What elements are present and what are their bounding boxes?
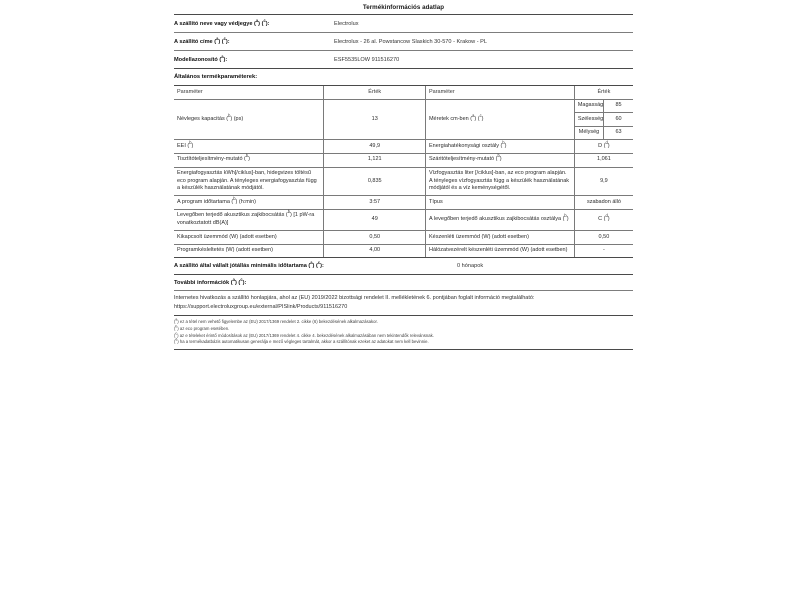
footnote-text-c: az e tételeket érintő módosítások az (EU) 2017/1369 rendelet 4. cikke 4. bekezdésének alkalmazásában nem tekintendők relevánsnak. xyxy=(179,332,434,338)
supplier-name-label xyxy=(174,17,334,28)
header-value-left: Érték xyxy=(324,86,425,99)
footnote-ref-b: b xyxy=(564,213,567,219)
table-row-off-standby xyxy=(174,231,633,245)
warranty-label xyxy=(174,260,457,270)
more-info-heading-post: ): xyxy=(242,280,247,287)
dimensions-label-post: ) xyxy=(481,115,484,122)
footnote-ref-c: c xyxy=(317,260,321,266)
footnote-d: ($^d$) ha a termékadatbázis automatikusan generálja e mező végleges tartalmát, akkor a szállítónak ezeket az adatokat nem kell bevinnie. xyxy=(174,337,429,345)
footnote-ref-c: c xyxy=(263,17,266,23)
water-consumption-value: 9,9 xyxy=(574,167,633,196)
footnote-marker-c: c xyxy=(175,331,178,336)
cleaning-index-label-pre: Tisztítóteljesítmény-mutató ( xyxy=(177,156,246,163)
noise-class-value xyxy=(574,209,633,230)
footnote-ref-d: d xyxy=(605,140,608,146)
eei-label xyxy=(174,140,324,154)
dimension-name-height: Magasság xyxy=(574,99,603,113)
footnote-ref-a: a xyxy=(216,35,219,41)
noise-class-value-pre: C ( xyxy=(598,216,606,223)
warranty-label-mid: ) ( xyxy=(312,263,318,270)
program-duration-label-pre: A program időtartama ( xyxy=(177,198,234,205)
standby-mode-label: Készenléti üzemmód (W) (adott esetben) xyxy=(425,231,574,245)
noise-class-label-post: ) xyxy=(566,216,569,223)
supplier-address-label-tail: ): xyxy=(225,38,230,45)
header-value-right: Érték xyxy=(574,86,633,99)
cleaning-index-value: 1,121 xyxy=(324,153,425,167)
table-row-performance-indices xyxy=(174,153,633,167)
footnote-ref-a: a xyxy=(221,53,224,59)
footnote-ref-a: a xyxy=(232,277,235,283)
warranty-row xyxy=(174,258,633,274)
footnote-ref-d: d xyxy=(605,213,608,219)
noise-emission-label-post: ) [1 pW-ra vonatkoztatott dB(A)] xyxy=(177,212,315,227)
footnote-ref-b: b xyxy=(245,153,249,159)
water-consumption-label: Vízfogyasztás liter [/ciklus]-ban, az eco program alapján. A tényleges vízfogyasztás függ a készülék használatának módjától és a víz keménységétől. xyxy=(425,167,574,196)
footnote-text-d: ha a termékadatbázis automatikusan generálja e mező végleges tartalmát, akkor a szállítónak ezeket az adatokat nem kell bevinnie. xyxy=(179,339,429,345)
program-duration-label xyxy=(174,196,324,210)
drying-index-label xyxy=(425,153,574,167)
dimension-value-width: 60 xyxy=(604,113,633,127)
noise-class-label-pre: A levegőben terjedő akusztikus zajkibocsátás osztálya ( xyxy=(428,216,565,223)
footnote-ref-a: a xyxy=(310,260,313,266)
eei-value: 49,9 xyxy=(324,140,425,154)
divider-footnotes xyxy=(174,349,633,350)
network-standby-label: Hálózatvezérelt készenléti üzemmód (W) (adott esetben) xyxy=(425,244,574,257)
capacity-value: 13 xyxy=(324,99,425,140)
product-parameters-table xyxy=(174,86,633,257)
supplier-address-row xyxy=(174,33,633,50)
cleaning-index-label xyxy=(174,153,324,167)
drying-index-label-post: ) xyxy=(499,156,502,163)
warranty-value: 0 hónapok xyxy=(457,263,484,270)
product-information-sheet xyxy=(174,4,633,350)
general-parameters-heading: Általános termékparaméterek: xyxy=(174,74,258,80)
supplier-name-row xyxy=(174,15,633,32)
energy-consumption-label: Energiafogyasztás kWh[/ciklus]-ban, hidegvizes töltésű eco program alapján. A tényleges energiafogyasztás függ a készülék használatának módjától. xyxy=(174,167,324,196)
network-standby-value: - xyxy=(574,244,633,257)
standby-mode-value: 0,50 xyxy=(574,231,633,245)
warranty-label-post: ): xyxy=(320,263,324,270)
supplier-address-label-text: A szállító címe ( xyxy=(174,38,217,45)
cleaning-index-label-post: ) xyxy=(248,156,250,163)
program-duration-label-post: ) (h:min) xyxy=(235,198,257,205)
supplier-name-label-text: A szállító neve vagy védjegye ( xyxy=(174,20,256,27)
footnote-marker-d: d xyxy=(175,337,178,342)
off-mode-label: Kikapcsolt üzemmód (W) (adott esetben) xyxy=(174,231,324,245)
footnote-ref-b: b xyxy=(287,209,290,215)
more-info-body: Internetes hivatkozás a szállító honlapjára, ahol az (EU) 2019/2022 bizottsági rendelet II. mellékletének 6. pontjában foglalt információ megtalálható: https://support.electroluxgroup.eu/external/PISlink/Products/911516270 xyxy=(174,295,535,310)
footnote-text-a: ez a tétel nem vehető figyelembe az (EU) 2017/1369 rendelet 2. cikke (6) bekezdésének alkalmazásakor. xyxy=(179,319,378,325)
noise-emission-label xyxy=(174,209,324,230)
table-row-eei xyxy=(174,140,633,154)
energy-class-value xyxy=(574,140,633,154)
more-info-heading-mid: ) ( xyxy=(234,280,241,287)
off-mode-value: 0,50 xyxy=(324,231,425,245)
more-info-heading xyxy=(174,275,633,290)
footnote-ref-b: b xyxy=(233,196,236,202)
footnote-ref-a: a xyxy=(255,17,259,23)
supplier-name-value: Electrolux xyxy=(334,20,359,27)
noise-emission-value: 49 xyxy=(324,209,425,230)
dimension-name-depth: Mélység xyxy=(574,126,603,140)
drying-index-label-pre: Száritóteljesítmény-mutató ( xyxy=(428,156,498,163)
footnote-c: ($^c$) az e tételeket érintő módosítások az (EU) 2017/1369 rendelet 4. cikke 4. bekezdésének alkalmazásában nem tekintendők relevánsnak. xyxy=(174,331,434,338)
energy-consumption-value: 0,835 xyxy=(324,167,425,196)
footnote-ref-b: b xyxy=(497,153,500,159)
footnote-a: ($^a$) ez a tétel nem vehető figyelembe az (EU) 2017/1369 rendelet 2. cikke (6) bekezdésének alkalmazásakor. xyxy=(174,317,378,325)
footnotes-block xyxy=(174,316,633,348)
model-identifier-label-text: Modellazonosító ( xyxy=(174,56,222,63)
dimensions-label-mid: ) ( xyxy=(474,115,480,122)
energy-class-label-post: ) xyxy=(504,142,507,149)
header-parameter-right: Paraméter xyxy=(425,86,574,99)
footnote-ref-c: c xyxy=(223,35,226,41)
supplier-name-label-mid: ) ( xyxy=(258,20,264,27)
capacity-label xyxy=(174,99,324,140)
noise-class-label xyxy=(425,209,574,230)
footnote-b: ($^b$) az eco program esetében. xyxy=(174,324,230,331)
table-row-capacity-height xyxy=(174,99,633,113)
dimensions-label-pre: Méretek cm-ben ( xyxy=(428,115,473,122)
table-row-delay-network xyxy=(174,244,633,257)
dimension-value-depth: 63 xyxy=(604,126,633,140)
model-identifier-row xyxy=(174,51,633,68)
type-label: Típus xyxy=(425,196,574,210)
energy-class-value-post: ) xyxy=(607,142,610,149)
supplier-address-label-mid: ) ( xyxy=(218,38,224,45)
table-header-row xyxy=(174,86,633,99)
dimensions-label xyxy=(425,99,574,140)
model-identifier-value: ESF5535LOW 911516270 xyxy=(334,56,400,63)
dimension-value-height: 85 xyxy=(604,99,633,113)
footnote-marker-b: b xyxy=(175,324,178,329)
table-row-duration-type xyxy=(174,196,633,210)
capacity-label-pre: Névleges kapacitás ( xyxy=(177,115,229,122)
supplier-address-value: Electrolux - 26 al. Powstancow Slaskich 30-570 - Krakow - PL xyxy=(334,38,487,45)
model-identifier-label-tail: ): xyxy=(223,56,228,63)
footnote-ref-c: c xyxy=(479,112,482,118)
dimension-name-width: Szélesség xyxy=(574,113,603,127)
footnote-marker-a: a xyxy=(175,317,178,322)
energy-class-label xyxy=(425,140,574,154)
energy-class-label-pre: Energiahatékonysági osztály ( xyxy=(428,142,503,149)
eei-label-post: ) xyxy=(191,142,194,149)
noise-emission-label-pre: Levegőben terjedő akusztikus zajkibocsátás ( xyxy=(177,212,288,219)
table-row-consumption xyxy=(174,167,633,196)
footnote-text-b: az eco program esetében. xyxy=(179,325,230,331)
eei-label-pre: EEI ( xyxy=(177,142,190,149)
supplier-name-label-tail: ): xyxy=(265,20,270,27)
warranty-label-pre: A szállító által vállalt jótállás minimális időtartama ( xyxy=(174,263,311,270)
drying-index-value: 1,061 xyxy=(574,153,633,167)
energy-class-value-pre: D ( xyxy=(598,142,606,149)
table-row-noise xyxy=(174,209,633,230)
noise-class-value-post: ) xyxy=(607,216,610,223)
delay-start-value: 4,00 xyxy=(324,244,425,257)
footnote-ref-b: b xyxy=(189,140,192,146)
page-title: Termékinformációs adatlap xyxy=(362,4,445,11)
capacity-label-post: ) (ps) xyxy=(230,115,244,122)
footnote-ref-b: b xyxy=(502,140,505,146)
footnote-ref-c: c xyxy=(240,277,243,283)
footnote-ref-a: a xyxy=(472,112,475,118)
model-identifier-label xyxy=(174,53,334,64)
supplier-address-label xyxy=(174,35,334,46)
type-value: szabadon álló xyxy=(574,196,633,210)
program-duration-value: 3:57 xyxy=(324,196,425,210)
header-parameter-left: Paraméter xyxy=(174,86,324,99)
more-info-heading-pre: További információk ( xyxy=(174,280,233,287)
footnote-ref-b: b xyxy=(228,112,231,118)
delay-start-label: Programkésleltetés (W) (adott esetben) xyxy=(174,244,324,257)
